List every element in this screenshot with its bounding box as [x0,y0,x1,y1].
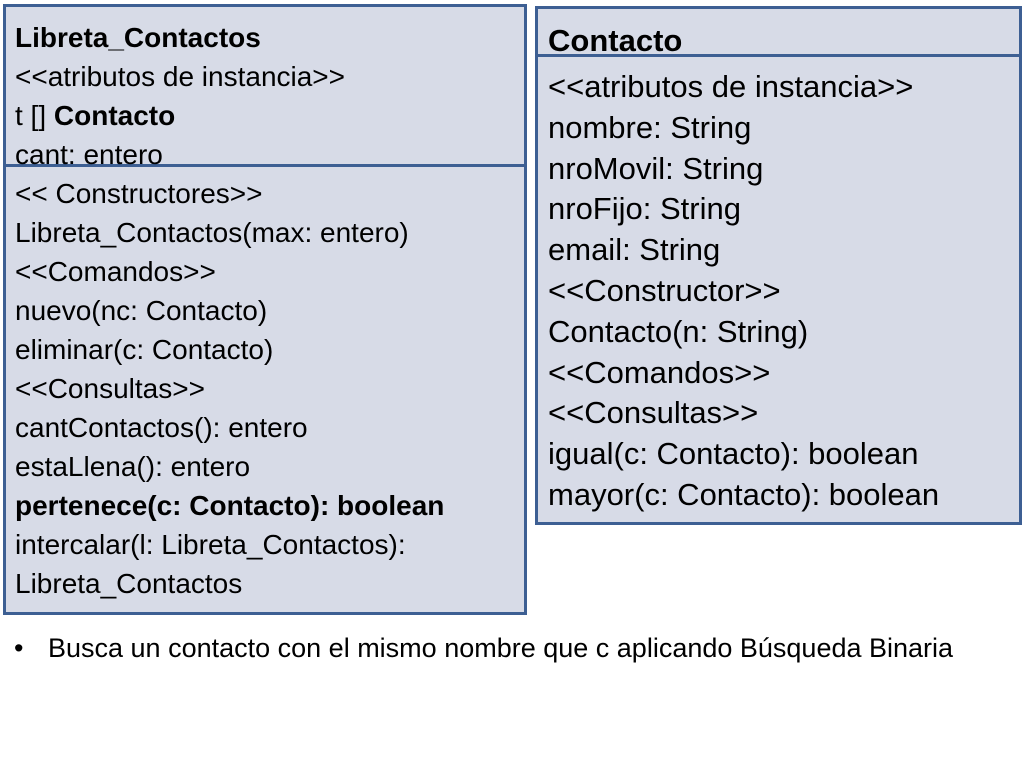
contacto-attributes-header: <<atributos de instancia>> [548,69,914,104]
bullet-mark: • [14,633,24,663]
contacto-attribute-nombre: nombre: String [548,109,752,145]
libreta-contactos-class [3,4,527,615]
contacto-queries-header: <<Consultas>> [548,395,759,431]
contacto-query-mayor: mayor(c: Contacto): boolean [548,476,940,512]
libreta-attributes-compartment [6,7,524,170]
contacto-constructor: Contacto(n: String) [548,313,809,349]
contacto-class [535,6,1022,525]
contacto-attribute-email: email: String [548,232,721,268]
libreta-attribute-t-type: Contacto [53,100,176,131]
libreta-command-nuevo: nuevo(nc: Contacto) [15,295,268,326]
contacto-commands-header: <<Comandos>> [548,354,771,390]
libreta-queries-header: <<Consultas>> [15,373,205,404]
libreta-query-intercalar: intercalar(l: Libreta_Contactos): [15,529,406,560]
libreta-attributes-header: <<atributos de instancia>> [15,61,346,92]
libreta-attribute-t-prefix: t [] [15,100,54,131]
libreta-command-eliminar: eliminar(c: Contacto) [15,334,274,365]
libreta-query-estallena: estaLlena(): entero [15,451,251,482]
contacto-attribute-nrofijo: nroFijo: String [548,191,741,227]
bullet-note-text: Busca un contacto con el mismo nombre que c aplicando Búsqueda Binaria [48,633,954,663]
libreta-query-cantcontactos: cantContactos(): entero [15,412,308,443]
libreta-constructor: Libreta_Contactos(max: entero) [15,217,409,248]
contacto-name-compartment [538,9,1019,58]
libreta-commands-header: <<Comandos>> [15,256,216,287]
contacto-constructor-header: <<Constructor>> [548,272,781,308]
libreta-attribute-cant: cant: entero [15,139,163,170]
libreta-operations-compartment [6,167,524,603]
libreta-constructors-header: << Constructores>> [15,178,263,209]
libreta-query-pertenece: pertenece(c: Contacto): boolean [15,490,445,521]
contacto-members-compartment [538,57,1019,516]
bullet-note [14,630,1014,667]
contacto-query-igual: igual(c: Contacto): boolean [548,436,919,472]
contacto-class-name: Contacto [548,23,683,58]
contacto-attribute-nromovil: nroMovil: String [548,150,764,186]
libreta-attribute-t [15,96,524,135]
libreta-query-intercalar-return: Libreta_Contactos [15,568,243,599]
libreta-class-name: Libreta_Contactos [15,22,261,53]
